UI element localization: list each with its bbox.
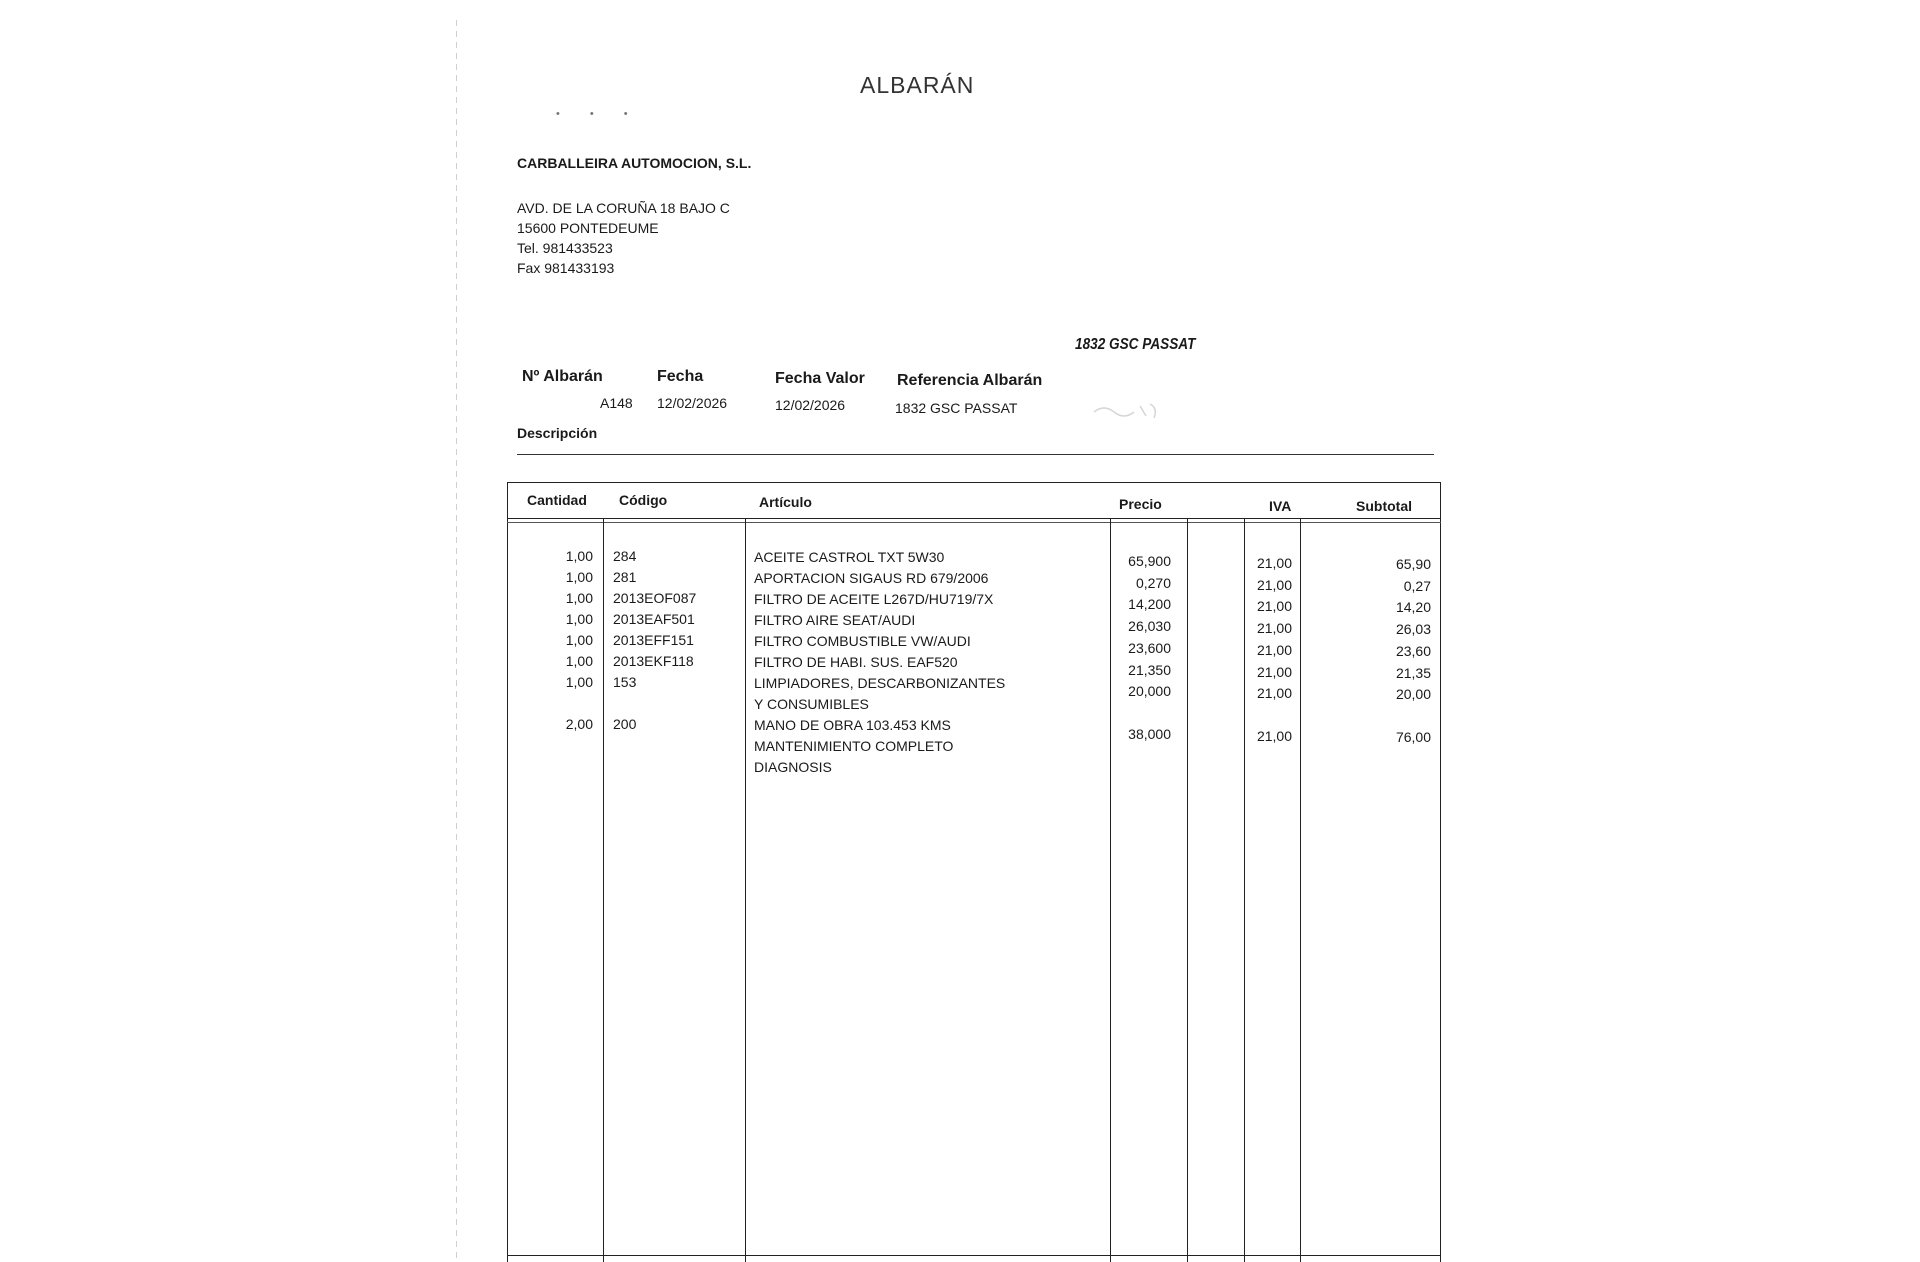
cell-subtotal: 0,27: [1403, 578, 1431, 594]
column-divider: [1244, 518, 1245, 1262]
column-header-codigo: Código: [619, 492, 668, 508]
cell-cantidad: 1,00: [565, 611, 593, 627]
column-divider: [1187, 518, 1188, 1262]
cell-articulo: MANTENIMIENTO COMPLETO: [754, 738, 954, 754]
cell-articulo: FILTRO DE ACEITE L267D/HU719/7X: [754, 591, 994, 607]
cell-precio: 0,270: [1135, 575, 1171, 591]
cell-codigo: 2013EOF087: [613, 590, 697, 606]
description-rule: [517, 454, 1434, 455]
cell-cantidad: 2,00: [565, 716, 593, 732]
cell-articulo: ACEITE CASTROL TXT 5W30: [754, 549, 945, 565]
column-divider: [603, 518, 604, 1262]
cell-iva: 21,00: [1256, 664, 1292, 680]
cell-subtotal: 14,20: [1395, 599, 1431, 615]
items-table: [507, 482, 1441, 1262]
cell-precio: 14,200: [1128, 596, 1171, 612]
cell-codigo: 2013EFF151: [613, 632, 694, 648]
cell-articulo: APORTACION SIGAUS RD 679/2006: [754, 570, 989, 586]
label-numero-albaran: Nº Albarán: [522, 368, 603, 385]
column-header-subtotal: Subtotal: [1356, 498, 1412, 514]
document-title: ALBARÁN: [860, 72, 975, 98]
cell-subtotal: 20,00: [1395, 686, 1431, 702]
scan-edge-line: [456, 20, 457, 1260]
cell-subtotal: 65,90: [1395, 556, 1431, 572]
cell-codigo: 284: [613, 548, 637, 564]
column-divider: [1110, 518, 1111, 1262]
cell-subtotal: 21,35: [1395, 665, 1431, 681]
cell-subtotal: 26,03: [1395, 621, 1431, 637]
cell-iva: 21,00: [1256, 577, 1292, 593]
value-numero-albaran: A148: [600, 395, 633, 411]
cell-articulo: FILTRO DE HABI. SUS. EAF520: [754, 654, 958, 670]
cell-iva: 21,00: [1256, 642, 1292, 658]
cell-codigo: 2013EKF118: [613, 653, 694, 669]
label-fecha: Fecha: [657, 368, 704, 385]
column-header-articulo: Artículo: [759, 494, 812, 510]
cell-cantidad: 1,00: [565, 590, 593, 606]
cell-cantidad: 1,00: [565, 653, 593, 669]
scan-smudge: •••: [556, 108, 658, 120]
cell-precio: 38,000: [1128, 726, 1171, 742]
cell-precio: 23,600: [1128, 640, 1171, 656]
address-line-fax: Fax 981433193: [517, 260, 615, 276]
label-fecha-valor: Fecha Valor: [775, 370, 865, 387]
company-name: CARBALLEIRA AUTOMOCION, S.L.: [517, 155, 752, 171]
cell-iva: 21,00: [1256, 598, 1292, 614]
cell-precio: 21,350: [1128, 662, 1171, 678]
value-referencia-albaran: 1832 GSC PASSAT: [895, 400, 1018, 416]
address-line-phone: Tel. 981433523: [517, 240, 613, 256]
label-referencia-albaran: Referencia Albarán: [897, 372, 1043, 389]
cell-articulo: DIAGNOSIS: [754, 759, 832, 775]
column-header-precio: Precio: [1119, 496, 1162, 512]
cell-iva: 21,00: [1256, 685, 1292, 701]
cell-precio: 20,000: [1128, 683, 1171, 699]
column-divider: [745, 518, 746, 1262]
cell-articulo: MANO DE OBRA 103.453 KMS: [754, 717, 951, 733]
label-descripcion: Descripción: [517, 425, 598, 441]
value-fecha: 12/02/2026: [657, 395, 728, 411]
cell-codigo: 281: [613, 569, 637, 585]
cell-cantidad: 1,00: [565, 548, 593, 564]
cell-articulo: Y CONSUMIBLES: [754, 696, 869, 712]
cell-precio: 65,900: [1128, 553, 1171, 569]
address-line-street: AVD. DE LA CORUÑA 18 BAJO C: [517, 200, 730, 216]
cell-subtotal: 23,60: [1395, 643, 1431, 659]
column-header-cantidad: Cantidad: [527, 492, 587, 508]
cell-iva: 21,00: [1256, 620, 1292, 636]
cell-codigo: 2013EAF501: [613, 611, 695, 627]
cell-articulo: FILTRO COMBUSTIBLE VW/AUDI: [754, 633, 971, 649]
address-line-city: 15600 PONTEDEUME: [517, 220, 659, 236]
cell-cantidad: 1,00: [565, 632, 593, 648]
column-divider: [1300, 518, 1301, 1262]
cell-cantidad: 1,00: [565, 674, 593, 690]
cell-precio: 26,030: [1128, 618, 1171, 634]
cell-subtotal: 76,00: [1395, 729, 1431, 745]
cell-articulo: FILTRO AIRE SEAT/AUDI: [754, 612, 916, 628]
vehicle-reference: 1832 GSC PASSAT: [1075, 336, 1196, 353]
table-bottom-rule: [507, 1255, 1441, 1256]
column-header-iva: IVA: [1269, 498, 1292, 514]
cell-cantidad: 1,00: [565, 569, 593, 585]
cell-articulo: LIMPIADORES, DESCARBONIZANTES: [754, 675, 1006, 691]
cell-codigo: 153: [613, 674, 637, 690]
value-fecha-valor: 12/02/2026: [775, 397, 846, 413]
cell-iva: 21,00: [1256, 728, 1292, 744]
cell-codigo: 200: [613, 716, 637, 732]
cell-iva: 21,00: [1256, 555, 1292, 571]
faded-stamp-mark: [1090, 398, 1170, 424]
